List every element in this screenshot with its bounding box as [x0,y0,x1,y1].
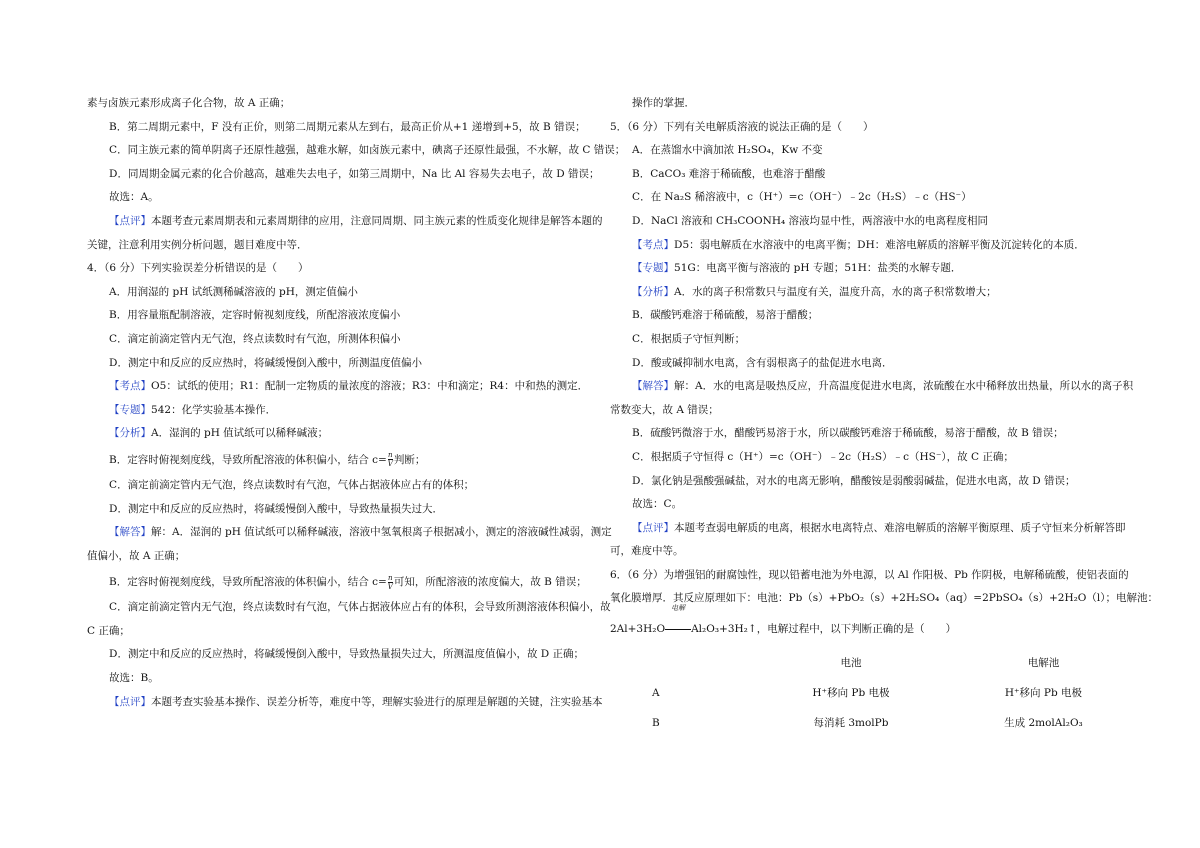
jieda-text: 解：A．水的电离是吸热反应，升高温度促进水电离，浓硫酸在水中稀释放出热量，所以水的离子积 [674,380,1134,393]
option-d: D．NaCl 溶液和 CH₃COONH₄ 溶液均显中性，两溶液中水的电离程度相同 [632,214,989,227]
table-header-row [612,649,1118,679]
fenxi-b-line [87,446,595,474]
option-c: C．在 Na₂S 稀溶液中，c（H⁺）=c（OH⁻）﹣2c（H₂S）﹣c（HS⁻） [632,191,972,204]
fenxi-c-line: C．根据质子守恒判断； [632,332,746,345]
kaodian-text: O5：试纸的使用；R1：配制一定物质的量浓度的溶液；R3：中和滴定；R4：中和热的测定． [151,380,589,393]
table-cell: A [652,687,660,700]
equation-left: 2Al+3H₂O [610,623,666,636]
text: B．定容时俯视刻度线，导致所配溶液的体积偏小，结合 c= [109,576,387,589]
equation-line [610,604,1118,643]
fraction-denominator: V [387,460,393,469]
fraction-n-over-v [388,451,393,468]
fenxi-line [87,422,595,446]
answer-line: 故选：B。 [109,672,159,685]
kaodian-line [610,234,1118,258]
answer-line: 故选：C。 [632,498,683,511]
zhuanti-line [610,257,1118,281]
zhuanti-tag: 【专题】 [632,262,675,275]
fenxi-b-line: B．碳酸钙难溶于稀硫酸，易溶于醋酸； [632,309,819,322]
fenxi-c-line: C．滴定前滴定管内无气泡，终点读数时有气泡，气体占据液体应占有的体积； [109,478,475,491]
jieda-line [610,375,1134,399]
text-line: 操作的掌握． [632,97,696,109]
fraction-numerator: n [388,573,393,582]
text-line: 常数变大，故 A 错误； [610,403,719,416]
kaodian-tag: 【考点】 [632,238,675,251]
text-line: 素与卤族元素形成离子化合物，故 A 正确； [87,97,291,109]
fenxi-text: A．水的离子积常数只与温度有关，温度升高，水的离子积常数增大； [674,285,997,298]
question-4: 4．（6 分）下列实验误差分析错误的是（ ） [87,262,309,275]
question-6: 6．（6 分）为增强铝的耐腐蚀性，现以铅蓄电池为外电源，以 Al 作阳极、Pb 作阴极，电解稀硫酸，使铝表面的 [610,568,1129,581]
fenxi-d-line: D．酸或碱抑制水电离，含有弱根离子的盐促进水电离． [632,356,893,369]
zhuanti-tag: 【专题】 [109,403,152,416]
fraction-n-over-v [388,574,393,591]
kaodian-tag: 【考点】 [109,380,152,393]
comment-tag: 【点评】 [109,695,152,708]
text-line: 值偏小，故 A 正确； [87,549,186,562]
text-line: C 正确； [87,624,130,637]
fraction-denominator: V [387,582,393,591]
kaodian-line [87,375,595,399]
jieda-text: 解：A．湿润的 pH 值试纸可以稀释碱液，溶液中氢氧根离子根据减小，测定的溶液碱性减弱，测定 [151,526,612,539]
table-cell: H⁺移向 Pb 电极 [1004,687,1083,700]
option-d: D．测定中和反应的反应热时，将碱缓慢倒入酸中，所测温度值偏小 [109,356,422,369]
answer-line: 故选：A。 [109,191,159,204]
fraction-numerator: n [388,451,393,460]
comment-line [87,210,603,234]
table-cell: 每消耗 3molPb [813,717,889,730]
zhuanti-text: 542：化学实验基本操作． [151,403,277,416]
text-line: 可，难度中等。 [610,545,684,558]
text-line: B．第二周期元素中，F 没有正价，则第二周期元素从左到右，最高正价从+1 递增到+5，故 B 错误； [109,120,586,133]
fenxi-d-line: D．测定中和反应的反应热时，将碱缓慢倒入酸中，导致热量损失过大． [109,502,443,515]
jieda-c-line: C．根据质子守恒得 c（H⁺）=c（OH⁻）﹣2c（H₂S）﹣c（HS⁻），故 C 正确； [632,450,1014,463]
text-line: 氧化膜增厚．其反应原理如下：电池：Pb（s）+PbO₂（s）+2H₂SO₄（aq）=2PbSO₄（s）+2H₂O（l）；电解池： [610,592,1159,605]
reaction-line [665,629,691,630]
condition-label: 电解 [671,604,686,613]
table-cell: H⁺移向 Pb 电极 [812,687,890,700]
table-row [612,709,1118,739]
comment-line [610,517,1126,541]
comment-text: 本题考查弱电解质的电离，根据水电离特点、难溶电解质的溶解平衡原理、质子守恒来分析解答即 [674,521,1126,534]
right-column [610,92,1159,739]
text-line: 关键，注意利用实例分析问题，题目难度中等． [87,238,308,251]
jieda-d-line: D．氯化钠是强酸强碱盐，对水的电离无影响，醋酸铵是弱酸弱碱盐，促进水电离，故 D 错误； [632,474,1076,487]
text-line: D．同周期金属元素的化合价越高，越难失去电子，如第三周期中，Na 比 Al 容易失去电子，故 D 错误； [109,167,600,180]
comment-tag: 【点评】 [632,521,675,534]
jieda-d-line: D．测定中和反应的反应热时，将碱缓慢倒入酸中，导致热量损失过大，所测温度值偏小，故 D 正确； [109,648,585,661]
option-b: B．CaCO₃ 难溶于稀硫酸，也难溶于醋酸 [632,167,826,180]
option-a: A．用润湿的 pH 试纸测稀碱溶液的 pH，测定值偏小 [109,285,358,298]
condition-arrow [665,604,691,643]
zhuanti-line [87,399,595,423]
comment-line [87,691,603,715]
table-header-cell: 电池 [840,657,862,670]
fenxi-line [610,281,1118,305]
option-b: B．用容量瓶配制溶液，定容时俯视刻度线，所配溶液浓度偏小 [109,309,401,322]
table-header-cell: 电解池 [1027,657,1060,670]
jieda-tag: 【解答】 [632,380,675,393]
fenxi-tag: 【分析】 [109,427,152,440]
equation-right: Al₂O₃+3H₂↑，电解过程中，以下判断正确的是（ ） [691,623,957,636]
option-a: A．在蒸馏水中滴加浓 H₂SO₄，Kw 不变 [632,144,823,157]
jieda-b-line [87,568,595,596]
text: 判断； [393,453,426,466]
jieda-line [87,521,612,545]
text: B．定容时俯视刻度线，导致所配溶液的体积偏小，结合 c= [109,453,387,466]
comment-text: 本题考查元素周期表和元素周期律的应用，注意同周期、同主族元素的性质变化规律是解答本题的 [151,214,603,227]
comment-tag: 【点评】 [109,214,152,227]
text: 可知，所配溶液的浓度偏大，故 B 错误； [393,576,587,589]
left-column [87,92,626,714]
jieda-c-line: C．滴定前滴定管内无气泡，终点读数时有气泡，气体占据液体应占有的体积，会导致所测溶液体积偏小，故 [109,601,611,614]
fenxi-text: A．湿润的 pH 值试纸可以稀释碱液； [151,427,329,440]
jieda-tag: 【解答】 [109,526,152,539]
text-line: C．同主族元素的简单阴离子还原性越强，越难水解，如卤族元素中，碘离子还原性最强，不水解，故 C 错误； [109,144,626,157]
table-cell: 生成 2molAl₂O₃ [1004,717,1083,730]
comment-text: 本题考查实验基本操作、误差分析等，难度中等，理解实验进行的原理是解题的关键，注实验基本 [151,695,603,708]
fenxi-tag: 【分析】 [632,285,675,298]
option-c: C．滴定前滴定管内无气泡，终点读数时有气泡，所测体积偏小 [109,332,401,345]
kaodian-text: D5：弱电解质在水溶液中的电离平衡；DH：难溶电解质的溶解平衡及沉淀转化的本质． [674,238,1085,251]
question-5: 5．（6 分）下列有关电解质溶液的说法正确的是（ ） [610,120,874,133]
table-header-cell [612,649,733,679]
options-table [612,649,1118,739]
table-cell: B [652,717,660,730]
table-row [612,679,1118,709]
zhuanti-text: 51G：电离平衡与溶液的 pH 专题；51H：盐类的水解专题． [674,262,962,275]
jieda-b-line: B．硫酸钙微溶于水，醋酸钙易溶于水，所以碳酸钙难溶于稀硫酸，易溶于醋酸，故 B 错误； [632,427,1064,440]
